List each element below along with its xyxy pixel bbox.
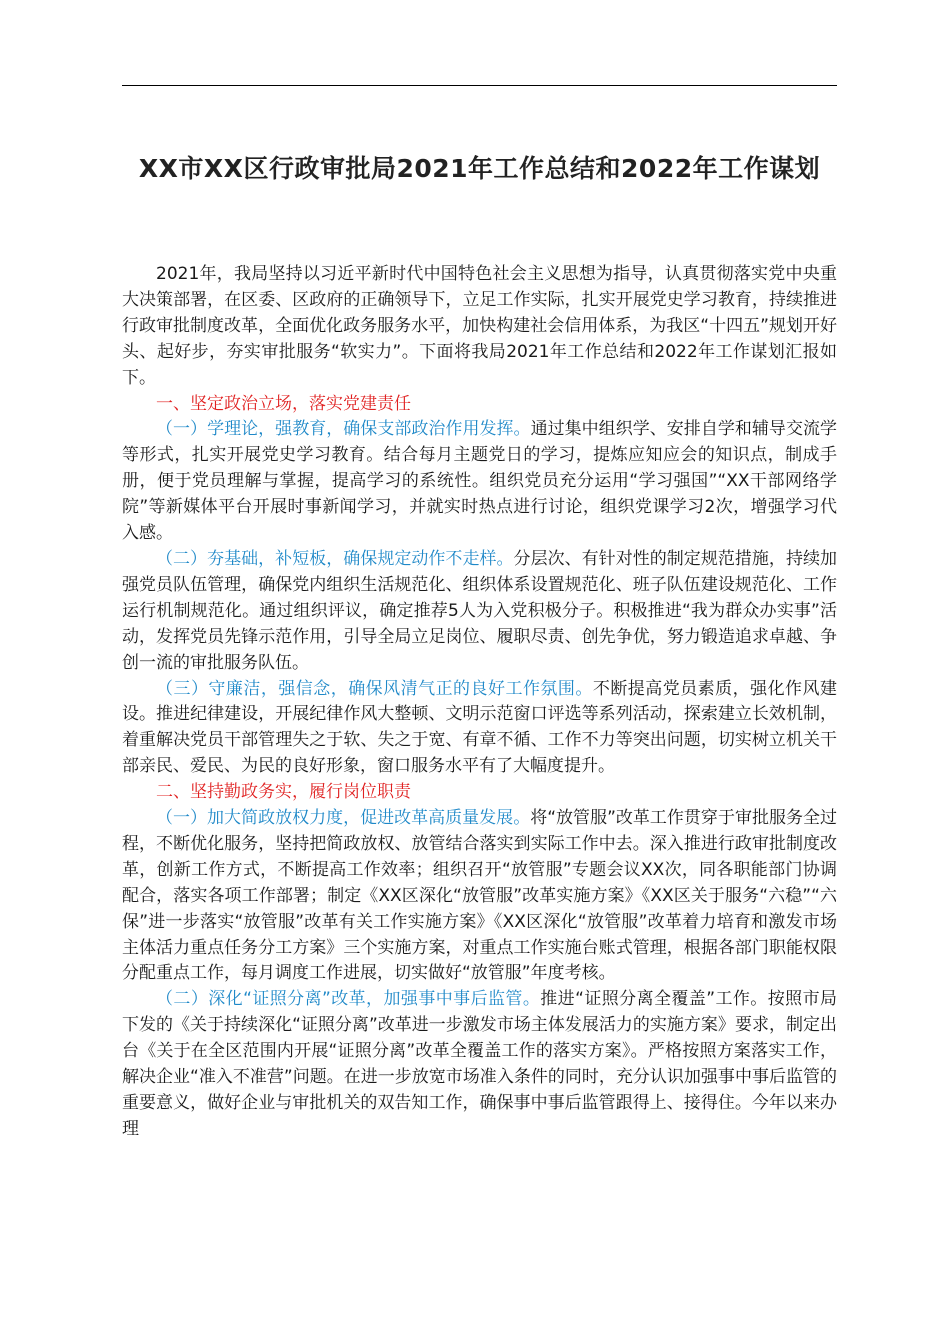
header-rule [122,85,837,86]
subheading-1-1: （一）学理论，强教育，确保支部政治作用发挥。 [156,419,531,440]
subheading-2-1: （一）加大简政放权力度，促进改革高质量发展。 [156,808,531,829]
paragraph-1-3 [122,677,837,781]
paragraph-2-1 [122,806,837,987]
paragraph-2-2-text: 推进“证照分离全覆盖”工作。按照市局下发的《关于持续深化“证照分离”改革进一步激发市场主体发展活力的实施方案》要求，制定出台《关于在全区范围内开展“证照分离”改革全覆盖工作的落实方案》。严格按照方案落实工作，解决企业“准入不准营”问题。在进一步放宽市场准入条件的同时，充分认识加强事中事后监管的重要意义，做好企业与审批机关的双告知工作，确保事中事后监管跟得上、接得住。今年以来办理 [122,989,837,1139]
paragraph-1-1-text: 通过集中组织学、安排自学和辅导交流学等形式，扎实开展党史学习教育。结合每月主题党日的学习，提炼应知应会的知识点，制成手册，便于党员理解与掌握，提高学习的系统性。组织党员充分运用“学习强国”“XX干部网络学院”等新媒体平台开展时事新闻学习，并就实时热点进行讨论，组织党课学习2次，增强学习代入感。 [122,419,838,544]
document-body [122,262,837,1143]
subheading-1-2: （二）夯基础，补短板，确保规定动作不走样。 [156,548,514,569]
section-heading-1: 一、坚定政治立场，落实党建责任 [156,393,411,414]
subheading-2-2: （二）深化“证照分离”改革，加强事中事后监管。 [156,989,541,1010]
intro-paragraph: 2021年，我局坚持以习近平新时代中国特色社会主义思想为指导，认真贯彻落实党中央重大决策部署，在区委、区政府的正确领导下，立足工作实际，扎实开展党史学习教育，持续推进行政审批制度改革，全面优化政务服务水平，加快构建社会信用体系，为我区“十四五”规划开好头、起好步，夯实审批服务“软实力”。下面将我局2021年工作总结和2022年工作谋划汇报如下。 [122,264,837,388]
section-heading-2: 二、坚持勤政务实，履行岗位职责 [156,782,411,803]
paragraph-2-1-text: 将“放管服”改革工作贯穿于审批服务全过程，不断优化服务，坚持把简政放权、放管结合落实到实际工作中去。深入推进行政审批制度改革，创新工作方式，不断提高工作效率；组织召开“放管服”专题会议XX次，同各职能部门协调配合，落实各项工作部署；制定《XX区深化“放管服”改革实施方案》《XX区关于服务“六稳”“六保”进一步落实“放管服”改革有关工作实施方案》《XX区深化“放管服”改革着力培育和激发市场主体活力重点任务分工方案》三个实施方案，对重点工作实施台账式管理，根据各部门职能权限分配重点工作，每月调度工作进展，切实做好“放管服”年度考核。 [122,808,838,984]
paragraph-1-1 [122,417,837,547]
subheading-1-3: （三）守廉洁，强信念，确保风清气正的良好工作氛围。 [156,678,593,699]
document-title: XX市XX区行政审批局2021年工作总结和2022年工作谋划 [138,154,821,183]
paragraph-1-2-text: 分层次、有针对性的制定规范措施，持续加强党员队伍管理，确保党内组织生活规范化、组织体系设置规范化、班子队伍建设规范化、工作运行机制规范化。通过组织评议，确定推荐5人为入党积极分子。积极推进“我为群众办实事”活动，发挥党员先锋示范作用，引导全局立足岗位、履职尽责、创先争优，努力锻造追求卓越、争创一流的审批服务队伍。 [122,548,838,673]
paragraph-2-2 [122,987,837,1142]
paragraph-1-3-text: 不断提高党员素质，强化作风建设。推进纪律建设，开展纪律作风大整顿、文明示范窗口评选等系列活动，探索建立长效机制，着重解决党员干部管理失之于软、失之于宽、有章不循、工作不力等突出问题，切实树立机关干部亲民、爱民、为民的良好形象，窗口服务水平有了大幅度提升。 [122,678,838,777]
paragraph-1-2 [122,547,837,677]
